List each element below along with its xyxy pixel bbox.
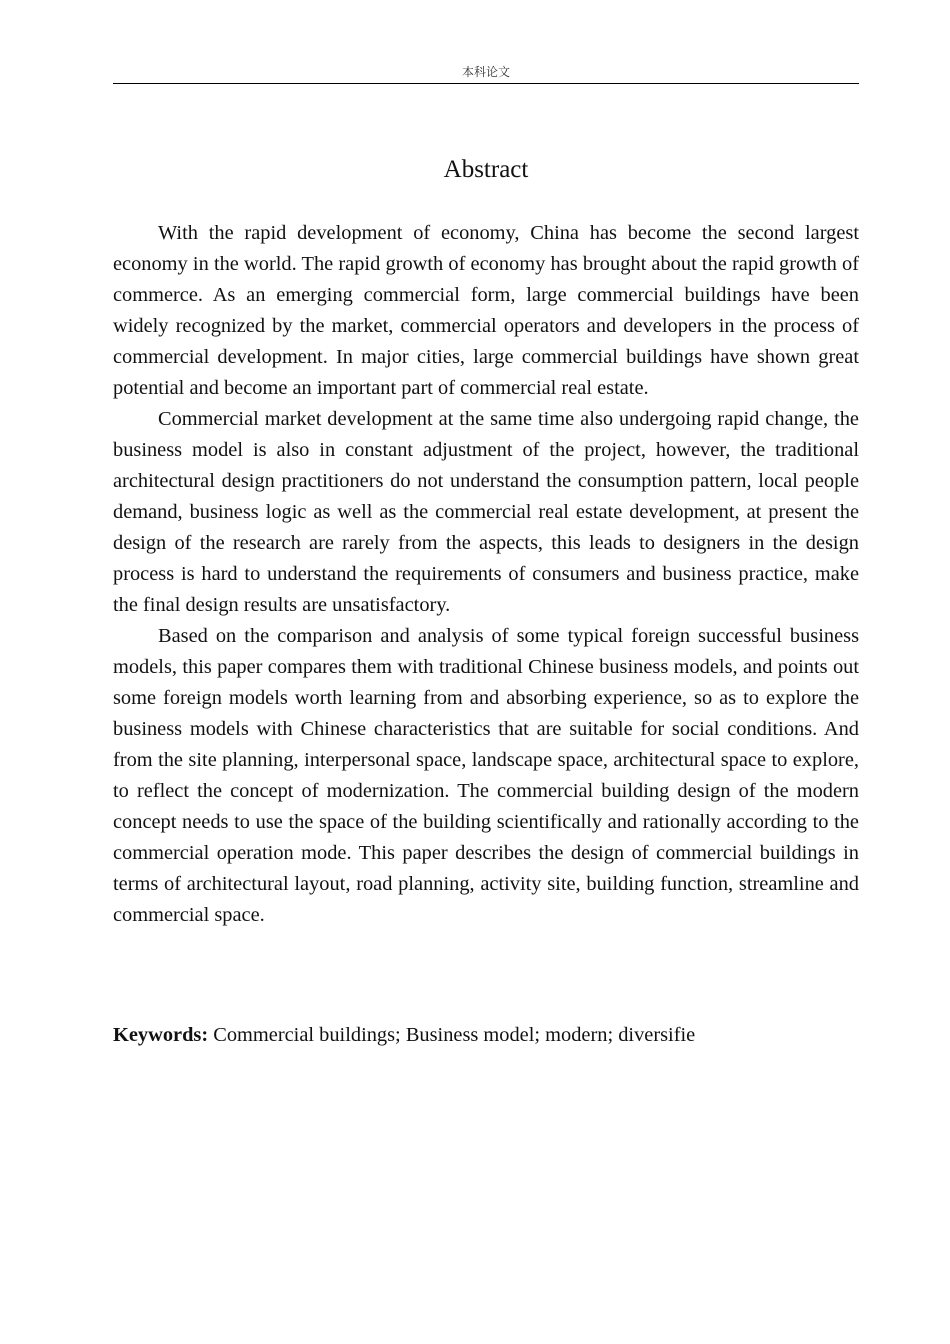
keywords-text: Commercial buildings; Business model; modern; diversifie (213, 1024, 696, 1046)
abstract-title: Abstract (443, 156, 529, 183)
abstract-paragraph-1: With the rapid development of economy, China has become the second largest economy in the world. The rapid growth of economy has brought about the rapid growth of commerce. As an emerging commercial form, large commercial buildings have been widely recognized by the market, commercial operators and developers in the process of commercial development. In major cities, large commercial buildings have shown great potential and become an important part of commercial real estate. (113, 222, 859, 399)
keywords-line (113, 1020, 859, 1051)
keywords-label: Keywords: (113, 1024, 209, 1046)
running-header: 本科论文 (461, 65, 510, 79)
header-rule (113, 83, 859, 84)
abstract-body (113, 218, 859, 931)
abstract-paragraph-2: Commercial market development at the same time also undergoing rapid change, the business model is also in constant adjustment of the project, however, the traditional architectural design practitioners do not understand the consumption pattern, local people demand, business logic as well as the commercial real estate development, at present the design of the research are rarely from the aspects, this leads to designers in the design process is hard to understand the requirements of consumers and business practice, make the final design results are unsatisfactory. (113, 408, 859, 616)
abstract-paragraph-3: Based on the comparison and analysis of some typical foreign successful business models, this paper compares them with traditional Chinese business models, and points out some foreign models worth learning from and absorbing experience, so as to explore the business models with Chinese characteristics that are suitable for social conditions. And from the site planning, interpersonal space, landscape space, architectural space to explore, to reflect the concept of modernization. The commercial building design of the modern concept needs to use the space of the building scientifically and rationally according to the commercial operation mode. This paper describes the design of commercial buildings in terms of architectural layout, road planning, activity site, building function, streamline and commercial space. (113, 625, 859, 926)
